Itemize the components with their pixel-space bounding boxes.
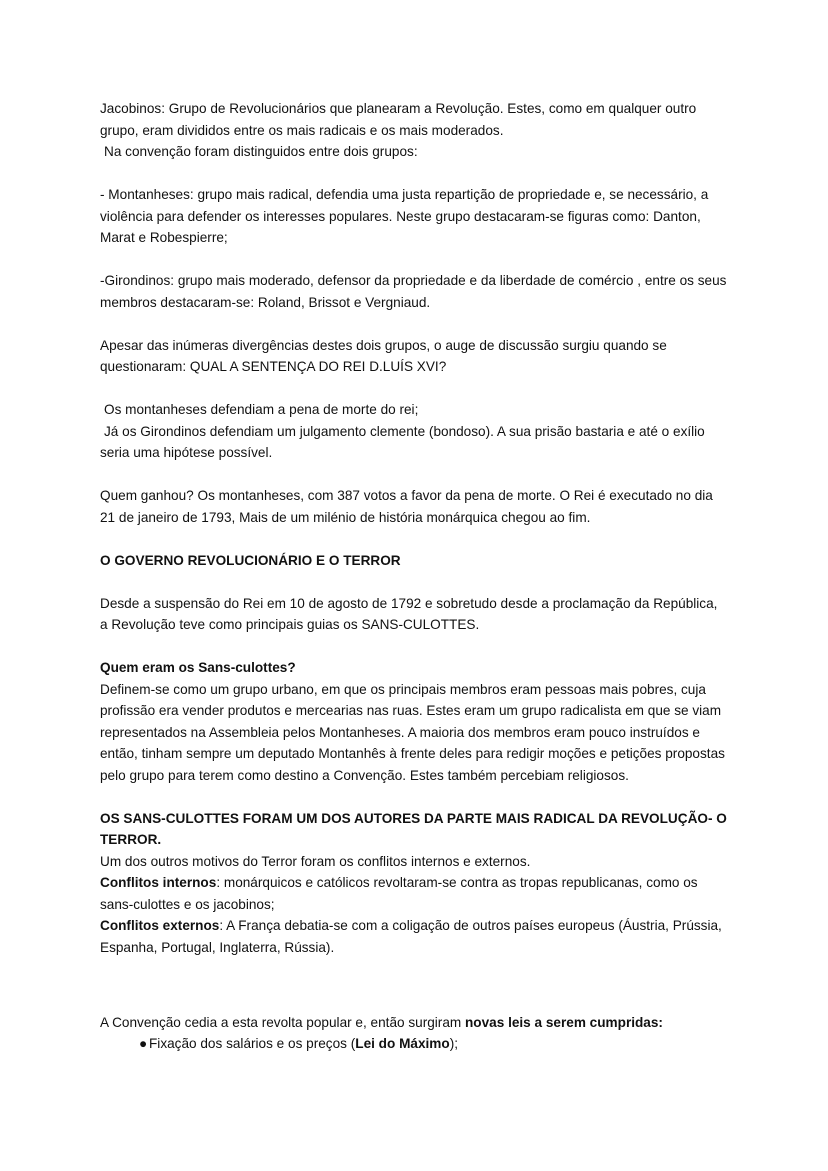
girondinos-paragraph: -Girondinos: grupo mais moderado, defensor da propriedade e da liberdade de comércio , entre os seus membros destacaram-se: Roland, Brissot e Vergniaud. bbox=[100, 273, 727, 310]
sans-culottes-paragraph: Definem-se como um grupo urbano, em que os principais membros eram pessoas mais pobres, cuja profissão era vender produtos e mercearias nas ruas. Estes eram um grupo radicalista em que se viam representados na Assembleia pelos Montanheses. A maioria dos membros eram pouco instruídos e então, tinham sempre um deputado Montanhês à frente deles para redigir moções e petições propostas pelo grupo para terem como destino a Convenção. Estes também percebiam religiosos. bbox=[100, 681, 725, 783]
conflitos-externos bbox=[100, 915, 728, 958]
conflitos-internos-text: : monárquicos e católicos revoltaram-se contra as tropas republicanas, como os sans-culottes e os jacobinos; bbox=[100, 875, 698, 912]
terror-motives: Um dos outros motivos do Terror foram os conflitos internos e externos. bbox=[100, 853, 531, 869]
law-name: Lei do Máximo bbox=[355, 1036, 450, 1051]
bullet-icon: ● bbox=[139, 1036, 148, 1051]
law-text: Fixação dos salários e os preços ( bbox=[149, 1036, 356, 1051]
girondinos-position-text: Já os Girondinos defendiam um julgamento clemente (bondoso). A sua prisão bastaria e até o exílio seria uma hipótese possível. bbox=[100, 423, 705, 460]
intro-paragraph: Jacobinos: Grupo de Revolucionários que planearam a Revolução. Estes, como em qualquer outro grupo, eram divididos entre os mais radicais e os mais moderados. bbox=[100, 101, 697, 138]
document-body bbox=[100, 98, 728, 1055]
result-paragraph: Quem ganhou? Os montanheses, com 387 votos a favor da pena de morte. O Rei é executado no dia 21 de janeiro de 1793, Mais de um milénio de história monárquica chegou ao fim. bbox=[100, 488, 713, 525]
montanheses-paragraph: - Montanheses: grupo mais radical, defendia uma justa repartição de propriedade e, se necessário, a violência para defender os interesses populares. Neste grupo destacaram-se figuras como: Danton, Marat e Robespierre; bbox=[100, 187, 709, 245]
section-heading-sans-culottes: Quem eram os Sans-culottes? bbox=[100, 660, 296, 675]
conflitos-internos bbox=[100, 872, 728, 915]
sentence-question: Apesar das inúmeras divergências destes dois grupos, o auge de discussão surgiu quando se questionaram: QUAL A SENTENÇA DO REI D.LUÍS XVI? bbox=[100, 337, 667, 374]
conflitos-externos-label: Conflitos externos bbox=[100, 918, 220, 933]
convencao-text: A Convenção cedia a esta revolta popular e, então surgiram bbox=[100, 1014, 465, 1030]
new-laws-list bbox=[100, 1033, 728, 1055]
law-after: ); bbox=[449, 1036, 458, 1051]
girondinos-position bbox=[100, 421, 728, 464]
intro-subline: Na convenção foram distinguidos entre dois grupos: bbox=[104, 144, 418, 159]
conflitos-internos-label: Conflitos internos bbox=[100, 875, 217, 890]
convencao-paragraph bbox=[100, 1012, 728, 1034]
section-heading-terror: OS SANS-CULOTTES FORAM UM DOS AUTORES DA PARTE MAIS RADICAL DA REVOLUÇÃO- O TERROR. bbox=[100, 810, 727, 847]
convencao-bold: novas leis a serem cumpridas: bbox=[465, 1014, 663, 1030]
conflitos-externos-text: : A França debatia-se com a coligação de outros países europeus (Áustria, Prússia, Espanha, Portugal, Inglaterra, Rússia). bbox=[100, 918, 722, 955]
section-heading-governo: O GOVERNO REVOLUCIONÁRIO E O TERROR bbox=[100, 552, 401, 568]
governo-paragraph: Desde a suspensão do Rei em 10 de agosto de 1792 e sobretudo desde a proclamação da República, a Revolução teve como principais guias os SANS-CULOTTES. bbox=[100, 595, 718, 632]
montanheses-position: Os montanheses defendiam a pena de morte do rei; bbox=[104, 402, 419, 417]
list-item bbox=[100, 1033, 728, 1055]
